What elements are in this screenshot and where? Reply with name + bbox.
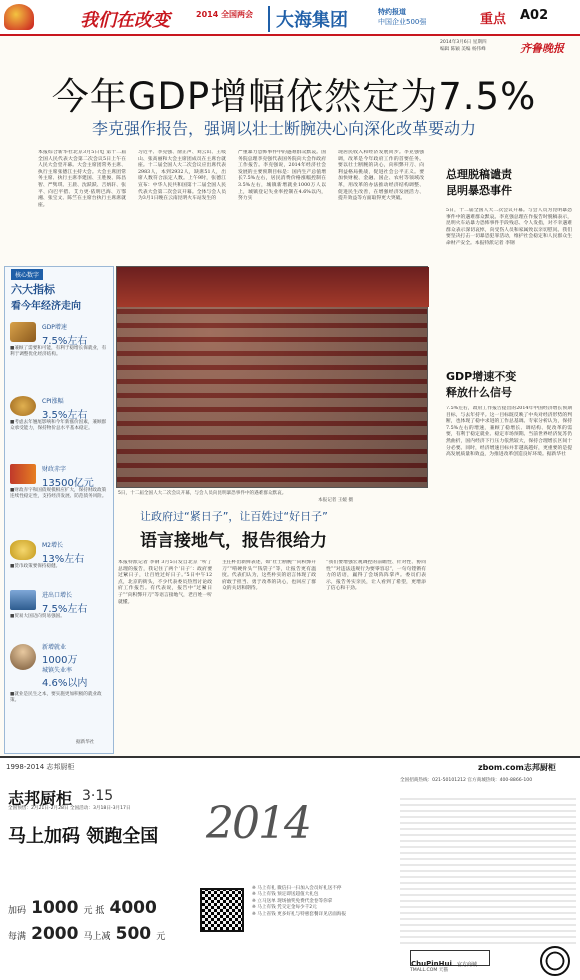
ad-bullet: ※ 马上有钱 凭交定金每少千2元 (252, 905, 317, 911)
anniversary-icon (540, 946, 570, 976)
item-value: 13500亿元 (42, 478, 94, 489)
item-note: ■就业是民生之本，要实施更加积极的就业政策。 (10, 692, 102, 704)
ad-offer-2 (8, 924, 198, 944)
item-note: ■货币政策要保持稳健。 (10, 564, 61, 569)
ad-tmall[interactable]: TMALL.COM 天猫 (410, 968, 448, 973)
offer-1-label: 加码 (8, 906, 27, 916)
offer-1-value2: 4000 (109, 898, 157, 918)
congress-photo (116, 266, 428, 488)
paper-logo: 齐鲁晚报 (520, 42, 564, 55)
ad-brand: 志邦厨柜 (8, 789, 73, 808)
ad-bullet: ※ 马上省钱 更多好礼与特惠套餐详见店面海报 (252, 911, 347, 917)
mid-col-2: 主任杯出新鲜表述，如“壮士断腕”“向积弊开刀”“啃硬骨头”“钱袋子”等，让报告更有温度。代表们认为，这些朴实的语言体现了政府敢于担当、勇于改革的决心，也回应了群众的关切和期待。 (222, 560, 316, 592)
sidebar-tag: 核心数字 (11, 269, 43, 280)
right-mid-body: 7.5%左右，政府工作报告提出的2014年中国经济增长预期目标，与去年持平。这一目标既反映了中央对经济形势的判断，也体现了稳中求进的工作总基调。专家分析认为，保持7.5%左右的增速，兼顾了稳增长、调结构、促改革的需要，有利于稳定就业、稳定市场预期。当前世界经济复苏仍然曲折，国内经济下行压力依然较大，保持合理增长区间十分必要。同时，经济增速目标并非越高越好，更重要的是提高发展质量和效益，为推进改革创造良好环境。据新华社 (446, 406, 572, 458)
main-headline: 今年GDP增幅依然定为7.5% (51, 75, 537, 118)
ad-festival: 3·15 (82, 788, 114, 804)
offer-1-value: 1000 (31, 898, 79, 918)
item-value: 7.5%左右 (42, 336, 88, 347)
ad-badge (410, 950, 490, 966)
qr-code-icon (200, 888, 244, 932)
photo-credit: 本报记者 王媛 摄 (318, 498, 354, 503)
coins-icon (10, 540, 36, 560)
item-value: 3.5%左右 (42, 410, 88, 421)
mid-col-1: 本报特派记者 李钢 3月5日发自北京 “听了总理的报告，我记住了两个‘日子’：政府要过紧日子，让百姓过好日子。”5日中午12点，北京的街头，不少代表委员热烈讨论政府工作报告。有代表说，报告中“过紧日子”“向积弊开刀”等语言接地气，老百姓一听就懂。 (118, 560, 212, 605)
page-number: A02 (520, 8, 549, 23)
right-mid-title-2: 释放什么信号 (446, 386, 512, 399)
ad-slogan: 马上加码 领跑全国 (8, 826, 159, 847)
sidebar-item-trade (10, 588, 110, 634)
badge-name: ChuPinHui (411, 960, 452, 968)
masthead (0, 0, 580, 36)
offer-2-value2: 500 (115, 924, 152, 944)
cash-icon (10, 464, 36, 484)
ad-years: 1998-2014 志邦厨柜 (6, 763, 75, 771)
lead-col-4: 现居民收入和经济发展同步。李克强强调，改革是今年政府工作的首要任务。要以壮士断腕的决心，向积弊开刀、向利益格局挑战，促进社会公平正义。要加快财税、金融、国企、农村等领域改革，用改革的办法推动经济结构调整、促进民生改善，在增强经济发展活力、提升效益等方面取得更大突破。 (338, 150, 424, 202)
offer-2-label: 每满 (8, 932, 27, 942)
event-tag: 2014 全国两会 (196, 10, 254, 19)
chart-up-icon (10, 322, 36, 342)
item-note: ■贸易大国迈向贸易强国。 (10, 614, 65, 619)
ad-bullet: ※ 马上有礼 微信扫一扫加入会员好礼送不停 (252, 886, 342, 891)
ad-dates: 全国预售：2月21日-2月28日 全国活动：3月18日-3月17日 (8, 806, 131, 811)
item-label: M2增长 (42, 542, 63, 549)
item-note: ■兼顾了需要和可能，有利于稳增长保就业，有利于调整优化经济结构。 (10, 346, 107, 358)
mid-title: 语言接地气，报告很给力 (140, 531, 327, 551)
item-label: 财政赤字 (42, 466, 67, 473)
item-value: 7.5%左右 (42, 604, 88, 615)
main-subheadline: 李克强作报告，强调以壮士断腕决心向深化改革要动力 (91, 119, 476, 138)
flag-icon (4, 4, 34, 30)
section-label: 重点 (480, 12, 507, 27)
offer-2-mid: 马上减 (83, 932, 111, 942)
mid-col-3: “我们要增强宏观调控的前瞻性、针对性、协同性”“对违法违规行为要零容忍”，一句句铿锵有力的话语，赢得了会场阵阵掌声。委员们表示，报告务实亲民，让人看到了希望，更增添了信心和干劲。 (326, 560, 426, 592)
editor-line: 编辑 陈颖 美编 杨伟峰 (440, 47, 486, 52)
photo-stage (117, 267, 429, 307)
sidebar-item-cpi (10, 394, 110, 460)
right-top-body: 5日，十二届全国人大二次会议开幕。与会人员为昆明暴恐事件中的遇难群众默哀。李克强总理在作报告时脱稿表示，昆明火车站暴力恐怖事件手段残忍、令人发指，对不幸遇难群众表示深切哀悼，向受伤人员和家属致以亲切慰问。我们要坚决打击一切暴恐犯罪活动，维护社会稳定和人民群众生命财产安全。本报特派记者 李钢 (446, 208, 572, 246)
ship-icon (10, 590, 36, 610)
ad-bullet: ※ 立马送单 现场抽奖免费代金卷等你拿 (252, 898, 333, 904)
offer-1-mid: 元 抵 (83, 906, 105, 916)
sponsor-sub: 中国企业500强 (378, 18, 427, 26)
right-mid-title-1: GDP增速不变 (446, 370, 517, 383)
offer-2-unit: 元 (156, 932, 166, 942)
sidebar-title-1: 六大指标 (11, 283, 55, 296)
sidebar-item-deficit (10, 462, 110, 534)
ad-panel (0, 756, 580, 980)
ad-hotline: 全国招商热线：021-50101212 官方商城热线：400-8866-100 (400, 778, 533, 783)
sidebar-item-gdp (10, 320, 110, 390)
ad-year-art: 2014 (206, 798, 310, 849)
lead-col-2: 习近平、李克强、俞正声、刘云山、王岐山、张高丽和大会主席团成员在主席台就座。十二届全国人大二次会议应出席代表2983人，本到2932人，缺席51人，出席人数符合法定人数。上午9时，张德江宣布：中华人民共和国第十二届全国人民代表大会第二次会议开幕。全体与会人员为3月1日晚在云南昆明火车站发生的 (138, 150, 226, 202)
cart-icon (10, 396, 36, 416)
sidebar-item-jobs (10, 640, 110, 740)
lead-col-1: 本报综合新华社北京3月5日电 第十二届全国人民代表大会第二次会议5日上午在人民大会堂开幕。大会主席团常务主席、执行主席张德江主持大会。大会主席团常务主席、执行主席李建国、王胜俊、陈昌智、严隽琪、王晨、沈跃跃、吉炳轩、张平、向巴平措、艾力更·依明巴海、万鄂湘、张宝文、陈竺在主席台执行主席席就座。 (38, 150, 126, 208)
item-label: CPI涨幅 (42, 398, 64, 405)
item-extra-value: 4.6%以内 (42, 678, 88, 689)
sidebar-item-m2 (10, 538, 110, 584)
ad-website[interactable]: zbom.com志邦厨柜 (478, 763, 556, 772)
item-note: ■考虑去年翘尾影响和今年新涨价因素，兼顾群众承受能力，保持物价总水平基本稳定。 (10, 420, 107, 432)
item-label: 进出口增长 (42, 592, 73, 599)
item-value: 13%左右 (42, 554, 85, 565)
sidebar-title-2: 看今年经济走向 (11, 301, 81, 312)
item-label: 新增就业 (42, 644, 67, 651)
badge-sub: 官方商城 (456, 962, 477, 968)
worker-icon (10, 644, 36, 670)
ad-store-list (400, 794, 576, 944)
ad-bullet: ※ 马上有钱 预定即送超值大礼包 (252, 892, 319, 898)
date-line: 2014年3月6日 星期四 (440, 40, 487, 45)
sidebar-credit: 据新华社 (76, 740, 95, 745)
right-top-title-2: 昆明暴恐事件 (446, 184, 512, 197)
item-label: GDP增速 (42, 324, 67, 331)
photo-caption: 5日，十二届全国人大二次会议开幕，与会人员向昆明暴恐事件中的遇难群众默哀。 (118, 491, 287, 496)
mid-kicker: 让政府过“紧日子”，让百姓过“好日子” (140, 510, 328, 523)
lead-col-3: 严重暴力恐怖事件中的遇难群众默哀。国务院总理李克强代表国务院向大会作政府工作报告。李克强说，2014年经济社会发展的主要预期目标是：国内生产总值增长7.5%左右，居民消费价格涨幅控制在3.5%左右，城镇新增就业1000万人以上，城镇登记失业率控制在4.6%以内，努力实 (238, 150, 326, 202)
ad-bullets (252, 886, 402, 918)
item-note: ■财政赤字和国债规模相应扩大，保持财政政策连续性稳定性，支持经济发展、防范债务风险。 (10, 488, 107, 500)
item-value: 1000万 (42, 655, 78, 666)
right-top-title-1: 总理脱稿谴责 (446, 168, 512, 181)
campaign-title: 我们在改变 (80, 10, 170, 31)
offer-2-value: 2000 (31, 924, 79, 944)
item-extra: 城镇失业率 (42, 667, 73, 674)
special-report: 特约报道 (378, 8, 406, 16)
sponsor-name: 大海集团 (268, 6, 348, 32)
ad-offer-1 (8, 898, 188, 918)
